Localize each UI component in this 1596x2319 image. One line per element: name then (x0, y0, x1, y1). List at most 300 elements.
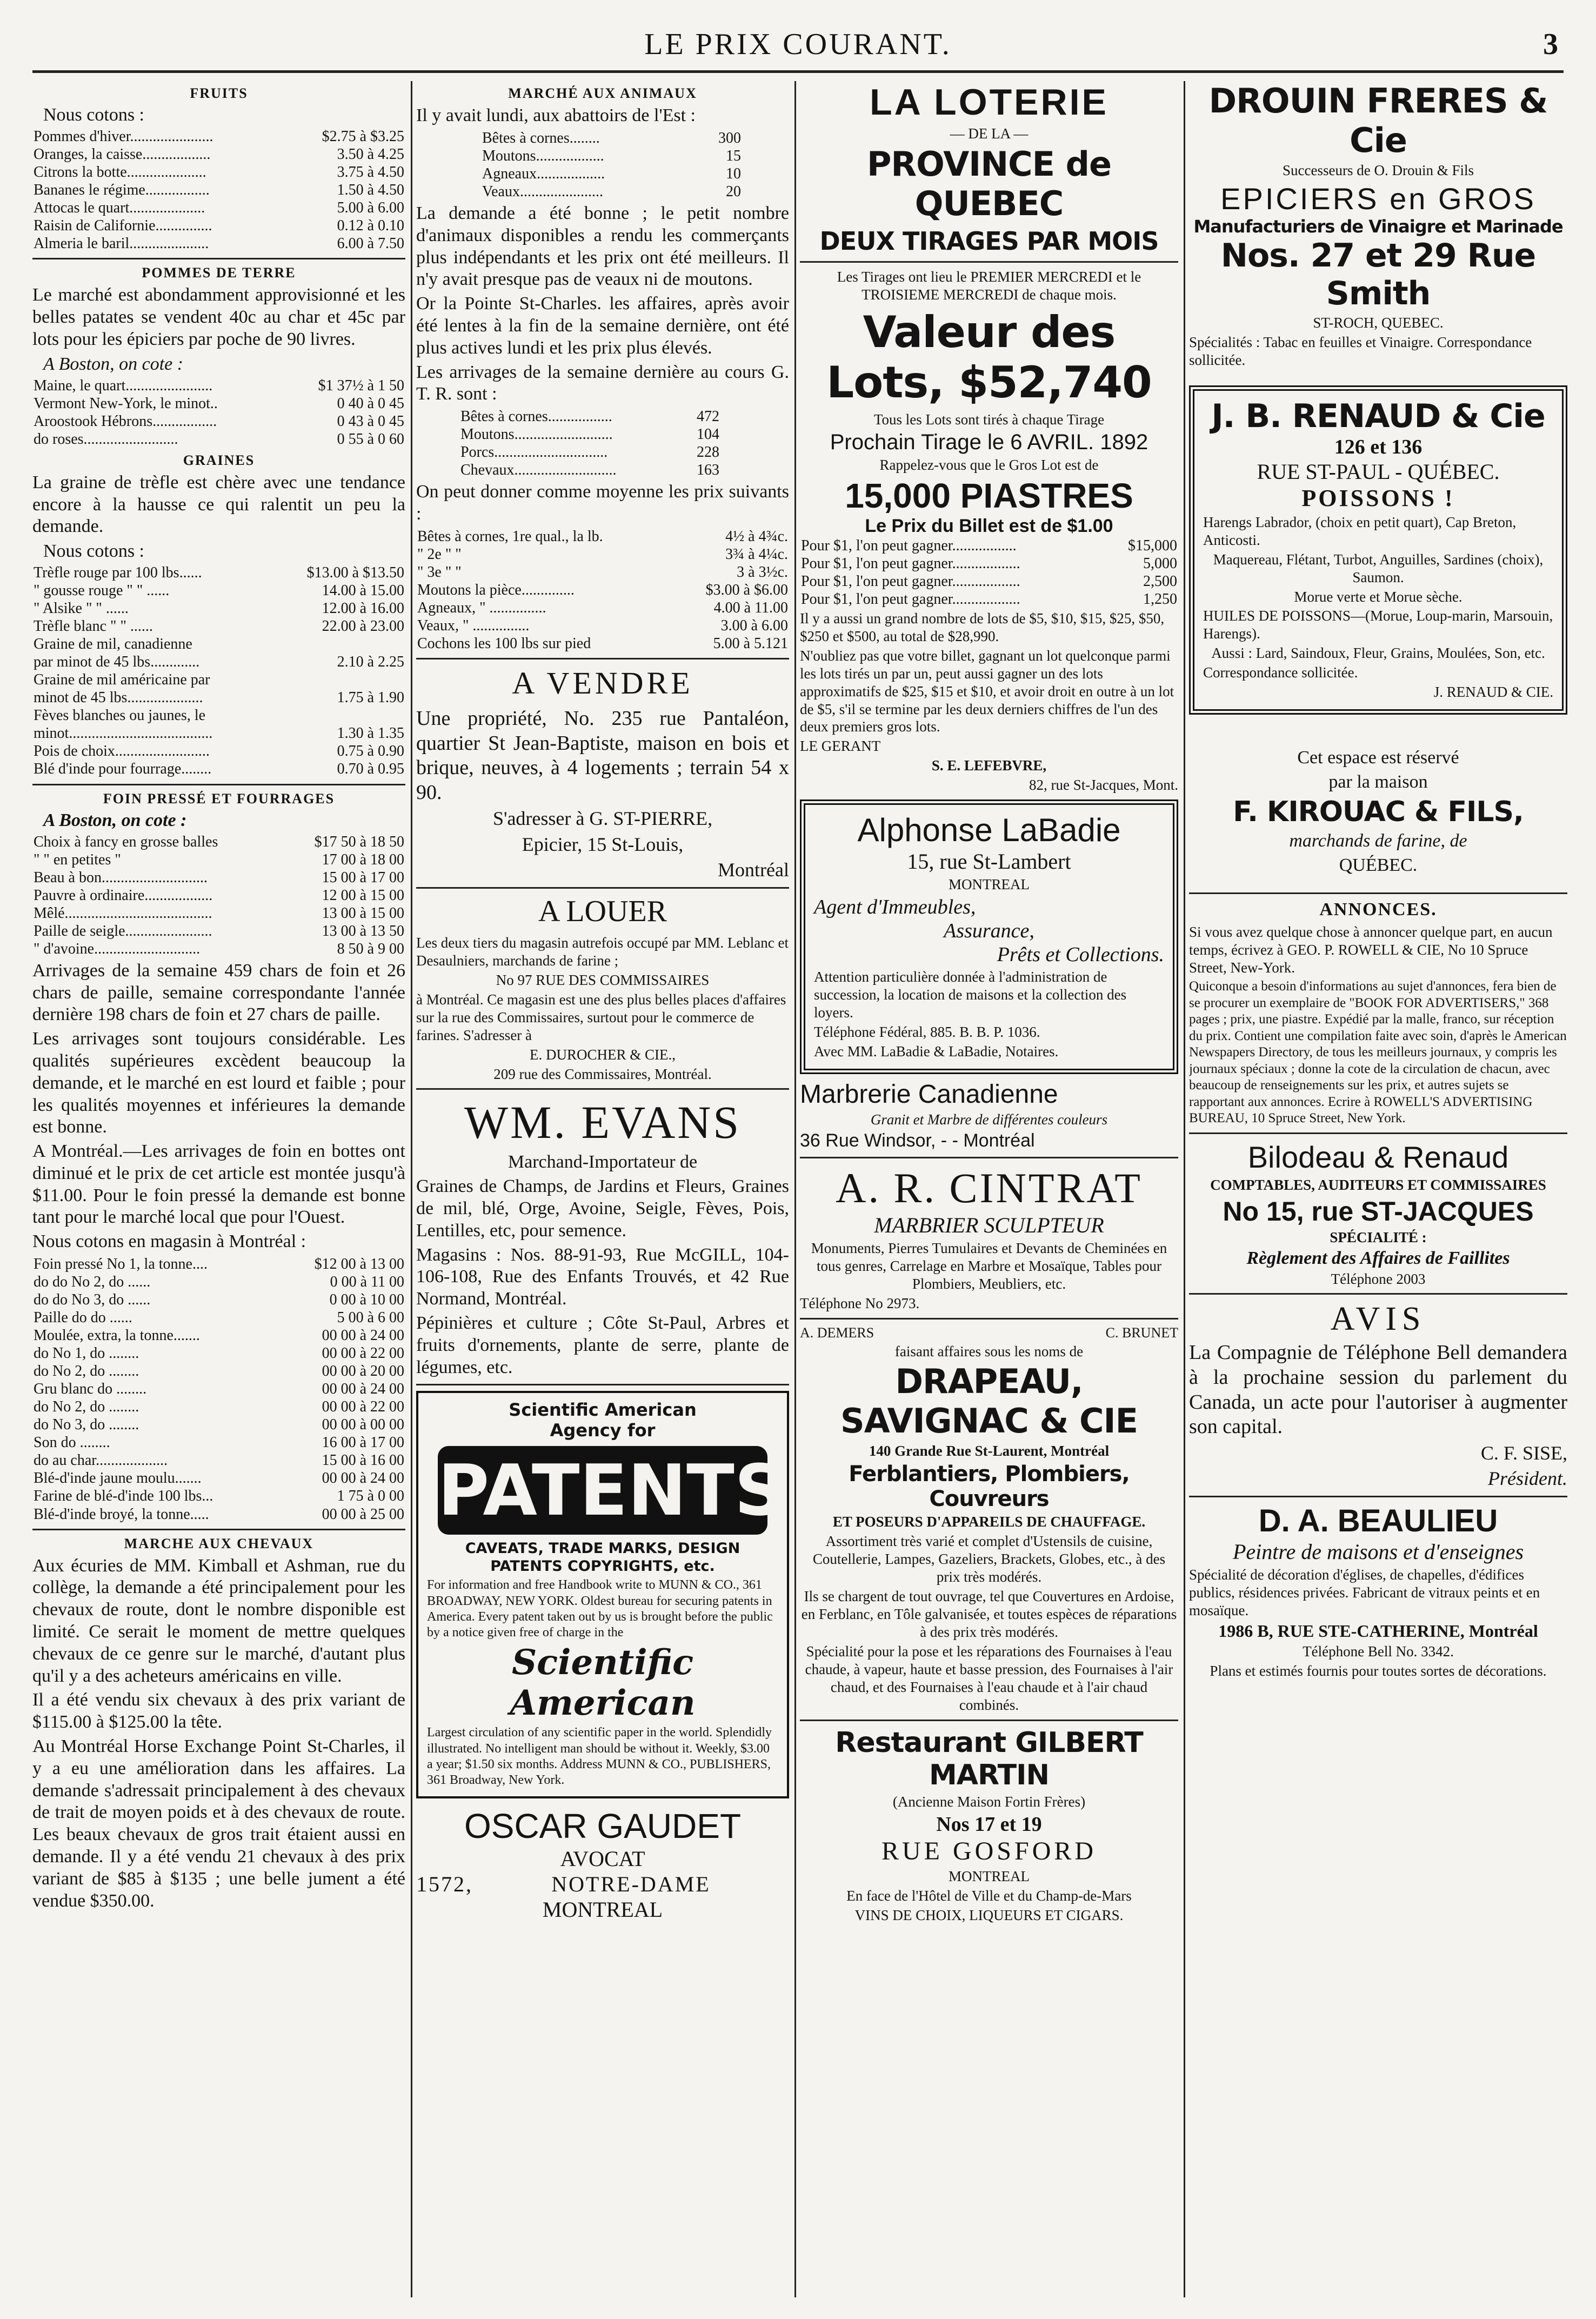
patents-logo: PATENTS (438, 1446, 767, 1535)
price-value: 15 (726, 147, 741, 164)
ad-text: Spécialités : Tabac en feuilles et Vinaigre. Correspondance sollicitée. (1189, 334, 1532, 368)
ad-text: MARBRIER SCULPTEUR (874, 1212, 1104, 1237)
price-row (32, 707, 405, 724)
article-text: Au Montréal Horse Exchange Point St-Charles, il y a eu une amélioration dans les affaires. La demande s'adressait principalement à des chevaux de trait de moyen poids et à des chevaux de route. Les beaux chevaux de gros trait étaient aussi en demande. Il y a été vendu 21 chevaux à des prix variant de $85 à $135 ; une belle jument a été vendue $350.00. (32, 1736, 405, 1911)
price-value: 2,500 (1143, 572, 1177, 590)
ad-text: Rappelez-vous que le Gros Lot est de (879, 456, 1099, 473)
ad-text: Maquereau, Flétant, Turbot, Anguilles, Sardines (choix), Saumon. (1213, 551, 1544, 585)
price-row (32, 671, 405, 689)
ad-text: 1572, (416, 1872, 473, 1897)
price-row (32, 851, 405, 869)
article-text: Le marché est abondamment approvisionné et les belles patates se vendent 40c au char et 45c par lots pour les épiciers par poche de 90 livres. (32, 285, 405, 349)
price-item: Agneaux, " ............... (417, 599, 546, 616)
price-row (416, 617, 789, 635)
ad-text: En face de l'Hôtel de Ville et du Champ-de-Mars (846, 1887, 1132, 1904)
price-value: 00 00 à 25 00 (322, 1505, 404, 1523)
section-heading: FOIN PRESSÉ ET FOURRAGES (103, 790, 335, 807)
price-row (32, 653, 405, 671)
price-item: Raisin de Californie............... (34, 217, 212, 235)
price-item: Oranges, la caisse.................. (34, 146, 211, 163)
price-item: do No 2, do ........ (34, 1363, 139, 1380)
price-item: Paille de seigle....................... (34, 922, 212, 939)
price-row (32, 940, 405, 958)
price-value: 00 00 à 20 00 (322, 1363, 404, 1380)
article-text: Nous cotons en magasin à Montréal : (32, 1231, 306, 1252)
price-row (800, 537, 1178, 555)
price-value: 1.30 à 1.35 (337, 725, 404, 742)
labadie-ad (800, 799, 1178, 1074)
price-row (32, 1505, 405, 1523)
column-divider (411, 81, 412, 2297)
price-value: 6.00 à 7.50 (337, 235, 404, 252)
price-item: Bêtes à cornes........ (482, 129, 600, 146)
price-value: 14.00 à 15.00 (322, 582, 404, 599)
price-value: 3.50 à 4.25 (337, 146, 404, 163)
price-row (32, 635, 405, 653)
price-item: Bêtes à cornes................. (460, 408, 612, 425)
ad-heading: DRAPEAU, SAVIGNAC & CIE (840, 1362, 1138, 1441)
price-row (32, 128, 405, 145)
price-item: Pommes d'hiver...................... (34, 128, 213, 145)
price-value: 163 (697, 462, 719, 479)
ad-text: Il y a aussi un grand nombre de lots de $5, $10, $15, $25, $50, $250 et $500, au total de $28,990. (800, 610, 1165, 644)
price-value: 0 00 à 10 00 (329, 1291, 404, 1309)
price-value (273, 707, 405, 724)
price-value: $15,000 (1128, 537, 1177, 554)
ad-text: (Ancienne Maison Fortin Frères) (892, 1793, 1086, 1810)
price-row (32, 1273, 405, 1291)
price-item: Choix à fancy en grosse balles (34, 833, 218, 850)
price-row (459, 443, 720, 461)
article-text: A Montréal.—Les arrivages de foin en bottes ont diminué et le prix de cet article est montée jusqu'à $11.00. Pour le foin pressé la demande est bonne tant pour le marché local que pour l'Ouest. (32, 1141, 405, 1228)
price-row (32, 1327, 405, 1344)
price-row (416, 545, 789, 563)
ad-text: HUILES DE POISSONS—(Morue, Loup-marin, Marsouin, Harengs). (1203, 608, 1553, 642)
price-item: Pour $1, l'on peut gagner.................. (801, 590, 1020, 608)
ad-text: marchands de farine, de (1289, 830, 1467, 851)
price-item: Blé-d'inde broyé, la tonne..... (34, 1505, 209, 1523)
ad-text: Téléphone Bell No. 3342. (1303, 1643, 1454, 1660)
ad-text: Téléphone Fédéral, 885. B. B. P. 1036. (814, 1023, 1040, 1040)
price-value: 104 (697, 426, 719, 443)
ad-text: Prêts et Collections. (997, 943, 1164, 967)
price-item: Graine de mil, canadienne (34, 636, 192, 653)
ad-heading: EPICIERS en GROS (1220, 181, 1536, 216)
price-value: 4.00 à 11.00 (713, 599, 788, 616)
ad-text: Agency for (550, 1420, 656, 1441)
price-item: do do No 3, do ...... (34, 1291, 151, 1309)
price-item: Attocas le quart.................... (34, 199, 205, 217)
price-row (32, 833, 405, 851)
price-row (800, 590, 1178, 608)
price-row (32, 1309, 405, 1327)
ad-heading: OSCAR GAUDET (464, 1807, 742, 1846)
section-heading: FRUITS (190, 85, 248, 101)
price-value: 0 55 à 0 60 (337, 430, 404, 448)
ad-text: 209 rue des Commissaires, Montréal. (493, 1065, 712, 1082)
section-heading: MARCHE AUX CHEVAUX (124, 1535, 314, 1551)
ad-contact: S'adresser à G. ST-PIERRE, (492, 808, 713, 830)
ad-address (416, 1871, 789, 1897)
price-table (800, 537, 1178, 608)
price-item: Fèves blanches ou jaunes, le (34, 707, 206, 724)
price-value: 20 (726, 183, 741, 200)
patents-ad (416, 1391, 789, 1798)
price-value: 12.00 à 16.00 (322, 600, 404, 617)
price-row (32, 582, 405, 599)
article-text: La demande a été bonne ; le petit nombre d'animaux disponibles a rendu les commerçants plus indépendants et les prix ont été meilleurs. Il n'y avait presque pas de veaux ni de moutons. (416, 203, 789, 290)
price-item: Chevaux........................... (460, 462, 617, 479)
divider (416, 887, 789, 889)
price-value: 1,250 (1143, 590, 1177, 608)
ad-text: Manufacturiers de Vinaigre et Marinade (1193, 216, 1563, 237)
ad-text: ET POSEURS D'APPAREILS DE CHAUFFAGE. (832, 1514, 1146, 1530)
price-value: 4½ à 4¾c. (725, 528, 788, 545)
price-item: Trèfle rouge par 100 lbs...... (34, 564, 202, 582)
ad-heading: Bilodeau & Renaud (1247, 1139, 1509, 1174)
ad-text: Correspondance sollicitée. (1203, 664, 1358, 681)
divider (1189, 1132, 1567, 1134)
ad-text: Granit et Marbre de différentes couleurs (870, 1111, 1108, 1128)
ad-text: QUÉBEC. (1339, 855, 1418, 875)
ad-text: MONTREAL (949, 876, 1030, 893)
price-item: do No 1, do ........ (34, 1345, 139, 1362)
price-value: 00 00 à 00 00 (322, 1416, 404, 1434)
column-divider (1184, 81, 1185, 2297)
price-item: Pour $1, l'on peut gagner.................. (801, 555, 1020, 572)
price-item: Trèfle blanc " " ...... (34, 618, 153, 635)
ad-heading: PROVINCE de QUEBEC (866, 144, 1112, 223)
price-value: 300 (718, 129, 741, 146)
newspaper-title: LE PRIX COURANT. (644, 28, 952, 61)
ad-text: Les Tirages ont lieu le PREMIER MERCREDI et le TROISIEME MERCREDI de chaque mois. (837, 268, 1141, 303)
price-value: 3.00 à 6.00 (720, 617, 788, 634)
ad-text: COMPTABLES, AUDITEURS ET COMMISSAIRES (1210, 1176, 1546, 1193)
price-item: Agneaux.................. (482, 165, 605, 182)
ad-text: AVOCAT (560, 1847, 645, 1871)
price-row (481, 129, 742, 147)
price-item: Bêtes à cornes, 1re qual., la lb. (417, 528, 603, 545)
price-value: 5 00 à 6 00 (337, 1309, 404, 1327)
price-item: do do No 2, do ...... (34, 1274, 151, 1291)
price-value: 12 00 à 15 00 (322, 887, 404, 904)
price-value: 10 (726, 165, 741, 182)
price-row (32, 1469, 405, 1487)
ad-text: 140 Grande Rue St-Laurent, Montréal (869, 1443, 1110, 1460)
ad-text: ST-ROCH, QUEBEC. (1313, 314, 1444, 331)
ad-text: Cet espace est réservé (1297, 748, 1459, 768)
divider (800, 1720, 1178, 1721)
price-value: 00 00 à 22 00 (322, 1345, 404, 1362)
price-item: Beau à bon............................ (34, 869, 208, 886)
price-row (32, 1434, 405, 1451)
ad-text: Téléphone 2003 (1331, 1270, 1426, 1287)
article-text: Les arrivages de la semaine dernière au cours G. T. R. sont : (416, 362, 789, 404)
column-divider (794, 81, 796, 2297)
price-value: 22.00 à 23.00 (322, 618, 404, 635)
ad-text: Morue verte et Morue sèche. (1294, 588, 1463, 605)
price-value: 228 (697, 444, 719, 461)
price-row (416, 581, 789, 599)
divider (416, 658, 789, 659)
price-value: 5.00 à 6.00 (337, 199, 404, 217)
price-value (273, 671, 405, 689)
text-line: Nous cotons : (43, 541, 144, 562)
price-item: Moutons la pièce.............. (417, 581, 575, 598)
ad-text: VINS DE CHOIX, LIQUEURS ET CIGARS. (854, 1907, 1124, 1923)
price-table (32, 833, 405, 958)
ad-text: Graines de Champs, de Jardins et Fleurs, Graines de mil, blé, Orge, Avoine, Seigle, Fèves, Pois, Lentilles, etc, pour semence. (416, 1176, 789, 1241)
ad-text: Spécialité de décoration d'églises, de chapelles, d'édifices publics, résidences privées. Fabricant de vitraux peints et en mosaïque. (1189, 1567, 1540, 1619)
price-value: 13 00 à 15 00 (322, 904, 404, 922)
ad-heading: No 15, rue ST-JACQUES (1223, 1196, 1534, 1227)
price-row (459, 408, 720, 425)
price-row (32, 724, 405, 742)
price-row (32, 617, 405, 635)
price-value: $2.75 à $3.25 (322, 128, 404, 145)
ad-text: faisant affaires sous les noms de (894, 1343, 1084, 1360)
price-item: Cochons les 100 lbs sur pied (417, 635, 591, 652)
divider (1189, 892, 1567, 894)
price-table (481, 129, 742, 201)
ad-heading: 15,000 PIASTRES (845, 476, 1133, 515)
price-item: Paille do do ...... (34, 1309, 132, 1327)
ad-text: J. RENAUD & CIE. (1433, 684, 1553, 701)
ad-text: For information and free Handbook write to MUNN & CO., 361 BROADWAY, NEW YORK. Oldest bureau for securing patents in America. Every patent taken out by us is brought before the public by a notice given free of charge in the (427, 1578, 773, 1640)
divider (32, 1529, 405, 1530)
ad-heading: D. A. BEAULIEU (1258, 1503, 1498, 1539)
ad-text: C. F. SISE, (1480, 1442, 1567, 1464)
price-item: Mêlé....................................... (34, 904, 212, 922)
price-row (416, 528, 789, 545)
price-row (481, 183, 742, 201)
price-row (32, 760, 405, 778)
divider (800, 261, 1178, 263)
price-value: 472 (697, 408, 719, 425)
ad-text: Une propriété, No. 235 rue Pantaléon, quartier St Jean-Baptiste, maison en bois et brique, neuves, à 4 logements ; terrain 54 x 90. (416, 707, 789, 804)
article-text: Les arrivages sont toujours considérable. Les qualités supérieures excèdent beaucoup la demande, et le marché en est lourd et faible ; pour les qualités moyennes et inférieures la demande est bonne. (32, 1029, 405, 1137)
price-row (32, 217, 405, 235)
divider (1189, 1496, 1567, 1497)
price-row (459, 461, 720, 479)
ad-text: Tous les Lots sont tirés à chaque Tirage (873, 411, 1105, 428)
price-item: Pois de choix......................... (34, 743, 210, 760)
ad-text: C. BRUNET (1105, 1324, 1178, 1341)
ad-text: 126 et 136 (1334, 435, 1423, 458)
price-value (273, 635, 405, 653)
ad-text: Successeurs de O. Drouin & Fils (1283, 162, 1474, 178)
ad-heading: DROUIN FRERES & Cie (1208, 81, 1548, 160)
price-row (32, 1362, 405, 1380)
ad-text: MONTREAL (542, 1897, 663, 1922)
price-value: 0.12 à 0.10 (337, 217, 404, 235)
price-item: Maine, le quart....................... (34, 377, 213, 394)
masthead-scientific-american: Scientific American (510, 1642, 696, 1724)
ad-text: Ils se chargent de tout ouvrage, tel que Couvertures en Ardoise, en Ferblanc, en Tôle galvanisée, et toutes espèces de réparations à des prix très modérés. (801, 1588, 1177, 1640)
ad-text: Largest circulation of any scientific paper in the world. Splendidly illustrated. No intelligent man should be without it. Weekly, $3.00 a year; $1.50 six months. Address MUNN & CO., PUBLISHERS, 361 Broadway, New York. (427, 1725, 772, 1788)
ad-text: Le Prix du Billet est de $1.00 (865, 515, 1113, 536)
price-row (416, 635, 789, 652)
article-text: Or la Pointe St-Charles. les affaires, après avoir été lentes à la fin de la semaine dernière, ont été plus actives lundi et les prix plus élevés. (416, 294, 789, 358)
ad-text: MONTREAL (949, 1868, 1030, 1884)
ad-text: — DE LA — (950, 125, 1029, 142)
ad-contact: Epicier, 15 St-Louis, (522, 833, 684, 855)
price-value: $1 37½ à 1 50 (318, 377, 404, 394)
section-heading: GRAINES (183, 452, 255, 468)
price-row (32, 1380, 405, 1398)
price-item: Almeria le baril..................... (34, 235, 209, 252)
price-value: 17 00 à 18 00 (322, 851, 404, 868)
price-row (32, 1291, 405, 1309)
text-line: A Boston, on cote : (43, 810, 187, 830)
price-row (32, 145, 405, 163)
price-value: 13 00 à 13 50 (322, 922, 404, 939)
price-value: 00 00 à 24 00 (322, 1381, 404, 1398)
price-value: 00 00 à 24 00 (322, 1327, 404, 1344)
price-value: 00 00 à 22 00 (322, 1398, 404, 1416)
ad-partners (800, 1325, 1178, 1341)
ad-text: S. E. LEFEBVRE, (931, 757, 1047, 774)
price-row (32, 430, 405, 448)
price-item: " 2e " " (417, 545, 462, 563)
price-item: do au char................... (34, 1452, 168, 1469)
price-item: par minot de 45 lbs............. (34, 654, 200, 671)
article-text: On peut donner comme moyenne les prix suivants : (416, 482, 789, 524)
ad-text: Pépinières et culture ; Côte St-Paul, Arbres et fruits d'ornements, plante de serre, plante de légumes, etc. (416, 1313, 789, 1377)
ad-text: 15, rue St-Lambert (907, 849, 1071, 874)
price-item: do No 2, do ........ (34, 1398, 139, 1416)
price-table (32, 1255, 405, 1523)
price-value: 2.10 à 2.25 (337, 654, 404, 671)
divider (800, 1318, 1178, 1320)
price-value: 0.75 à 0.90 (337, 743, 404, 760)
ad-text: Prochain Tirage le 6 AVRIL. 1892 (830, 430, 1148, 454)
price-value: 3 à 3½c. (737, 563, 788, 581)
ad-heading: DEUX TIRAGES PAR MOIS (819, 226, 1159, 256)
price-value: 0 43 à 0 45 (337, 412, 404, 430)
ad-text: NOTRE-DAME (551, 1872, 711, 1897)
ad-heading: A. R. CINTRAT (836, 1164, 1143, 1211)
price-row (32, 181, 405, 199)
ad-text: Plans et estimés fournis pour toutes sortes de décorations. (1210, 1662, 1547, 1679)
renaud-ad (1189, 385, 1567, 715)
price-value: 1.50 à 4.50 (337, 182, 404, 199)
ad-text: Harengs Labrador, (choix en petit quart), Cap Breton, Anticosti. (1203, 514, 1517, 548)
price-value: 00 00 à 24 00 (322, 1470, 404, 1487)
ad-contact: Montréal (718, 858, 789, 881)
ad-text: Téléphone No 2973. (800, 1295, 920, 1311)
divider (800, 1157, 1178, 1158)
ad-text: Assurance, (944, 919, 1034, 943)
price-value: 5,000 (1143, 555, 1177, 572)
price-item: " d'avoine............................ (34, 940, 201, 957)
text-line: A Boston, on cote : (43, 354, 184, 374)
price-value: 0 00 à 11 00 (330, 1274, 404, 1291)
price-item: Moutons.......................... (460, 426, 613, 443)
price-value: 8 50 à 9 00 (337, 940, 404, 957)
ad-text: Agent d'Immeubles, (814, 896, 976, 919)
price-value: 1 75 à 0 00 (337, 1488, 404, 1505)
price-row (481, 165, 742, 183)
price-value: 0.70 à 0.95 (337, 761, 404, 778)
ad-heading: Ferblantiers, Plombiers, Couvreurs (849, 1462, 1130, 1512)
price-table (32, 128, 405, 252)
price-row (32, 742, 405, 760)
price-row (32, 235, 405, 252)
ad-heading: Marbrerie Canadienne (800, 1079, 1058, 1109)
price-row (32, 1416, 405, 1434)
price-row (32, 887, 405, 904)
ad-text: CAVEATS, TRADE MARKS, DESIGN PATENTS COPYRIGHTS, etc. (465, 1540, 740, 1575)
price-row (32, 904, 405, 922)
article-text: La graine de trèfle est chère avec une tendance encore à la hausse ce qui ralentit un peu la demande. (32, 472, 405, 537)
price-row (32, 1255, 405, 1273)
ad-text: Nos 17 et 19 (936, 1812, 1042, 1836)
ad-heading: A VENDRE (512, 665, 693, 701)
price-item: " Alsike " " ...... (34, 600, 129, 617)
price-item: Bananes le régime................. (34, 182, 210, 199)
price-row (32, 599, 405, 617)
price-item: Pour $1, l'on peut gagner.................. (801, 572, 1020, 590)
price-value: 1.75 à 1.90 (337, 689, 404, 707)
price-row (32, 564, 405, 582)
price-item: Foin pressé No 1, la tonne.... (34, 1256, 208, 1273)
ad-heading: Valeur des Lots, $52,740 (826, 306, 1152, 408)
price-row (32, 922, 405, 940)
price-value: 15 00 à 17 00 (322, 869, 404, 886)
divider (1189, 1293, 1567, 1295)
ad-heading: Alphonse LaBadie (857, 812, 1121, 849)
price-row (32, 1344, 405, 1362)
divider (32, 258, 405, 259)
column-3 (800, 81, 1178, 2297)
ad-text: 82, rue St-Jacques, Mont. (1029, 777, 1178, 794)
price-row (32, 412, 405, 430)
price-item: Graine de mil américaine par (34, 671, 210, 689)
price-item: Son do ........ (34, 1434, 110, 1451)
article-text: Aux écuries de MM. Kimball et Ashman, rue du collège, la demande a été principalement pour les chevaux de route, dont le nombre disponible est limité. Ce serait le moment de mettre quelques chevaux de ce genre sur le marché, d'autant plus qu'il y a des acheteurs américains en ville. (32, 1555, 405, 1686)
price-row (32, 199, 405, 217)
price-row (32, 1451, 405, 1469)
price-item: do No 3, do ........ (34, 1416, 139, 1434)
price-item: Aroostook Hébrons................. (34, 412, 217, 430)
price-row (32, 377, 405, 395)
divider (32, 784, 405, 785)
ad-text: Spécialité pour la pose et les réparations des Fournaises à l'eau chaude, à vapeur, haute et basse pression, des Fournaises à l'air chaud, et des Fournaises à l'eau chaude et à l'air chaud combinés. (805, 1643, 1173, 1713)
price-item: Pour $1, l'on peut gagner................. (801, 537, 1017, 554)
price-item: do roses......................... (34, 430, 178, 448)
ad-text: N'oubliez pas que votre billet, gagnant un lot quelconque parmi les lots tirés un par un, peut aussi gagner un des lots approximatifs de $25, $15 et $10, et avoir droit en outre à un lot de $5, s'il se termine par les deux derniers chiffres de l'un des deux premiers gros lots. (800, 647, 1174, 735)
section-heading: ANNONCES. (1319, 899, 1437, 920)
price-table (32, 564, 405, 778)
price-item: " 3e " " (417, 563, 462, 581)
ad-text: Règlement des Affaires de Faillites (1246, 1248, 1510, 1268)
column-2 (416, 81, 789, 2297)
ad-text: A. DEMERS (800, 1324, 874, 1341)
price-value: $13.00 à $13.50 (306, 564, 404, 582)
price-table (416, 528, 789, 652)
ad-text: Quiconque a besoin d'informations au sujet d'annonces, fera bien de se procurer un exemplaire de "BOOK FOR ADVERTISERS," 368 pages ; prix, une piastre. Expédié par la malle, franco, sur réception du prix. Contient une compilation faite avec soin, d'après le American Newspapers Directory, de tous les meilleurs journaux, y compris les journaux spéciaux ; donne la cote de la circulation de chacun, avec beaucoup de renseignements sur les prix, et autres sujets se rapportant aux annonces. Ecrire à ROWELL'S ADVERTISING BUREAU, 10 Spruce Street, New York. (1189, 979, 1567, 1126)
price-item: Moulée, extra, la tonne....... (34, 1327, 200, 1344)
column-1 (32, 81, 405, 2297)
price-value: 16 00 à 17 00 (322, 1434, 404, 1451)
ad-text: Aussi : Lard, Saindoux, Fleur, Grains, Moulées, Son, etc. (1211, 645, 1545, 662)
ad-text: par la maison (1328, 771, 1428, 792)
ad-heading: AVIS (1330, 1301, 1426, 1338)
ad-heading: LA LOTERIE (870, 82, 1108, 123)
price-item: Veaux, " ............... (417, 617, 530, 634)
price-item: Farine de blé-d'inde 100 lbs... (34, 1488, 213, 1505)
